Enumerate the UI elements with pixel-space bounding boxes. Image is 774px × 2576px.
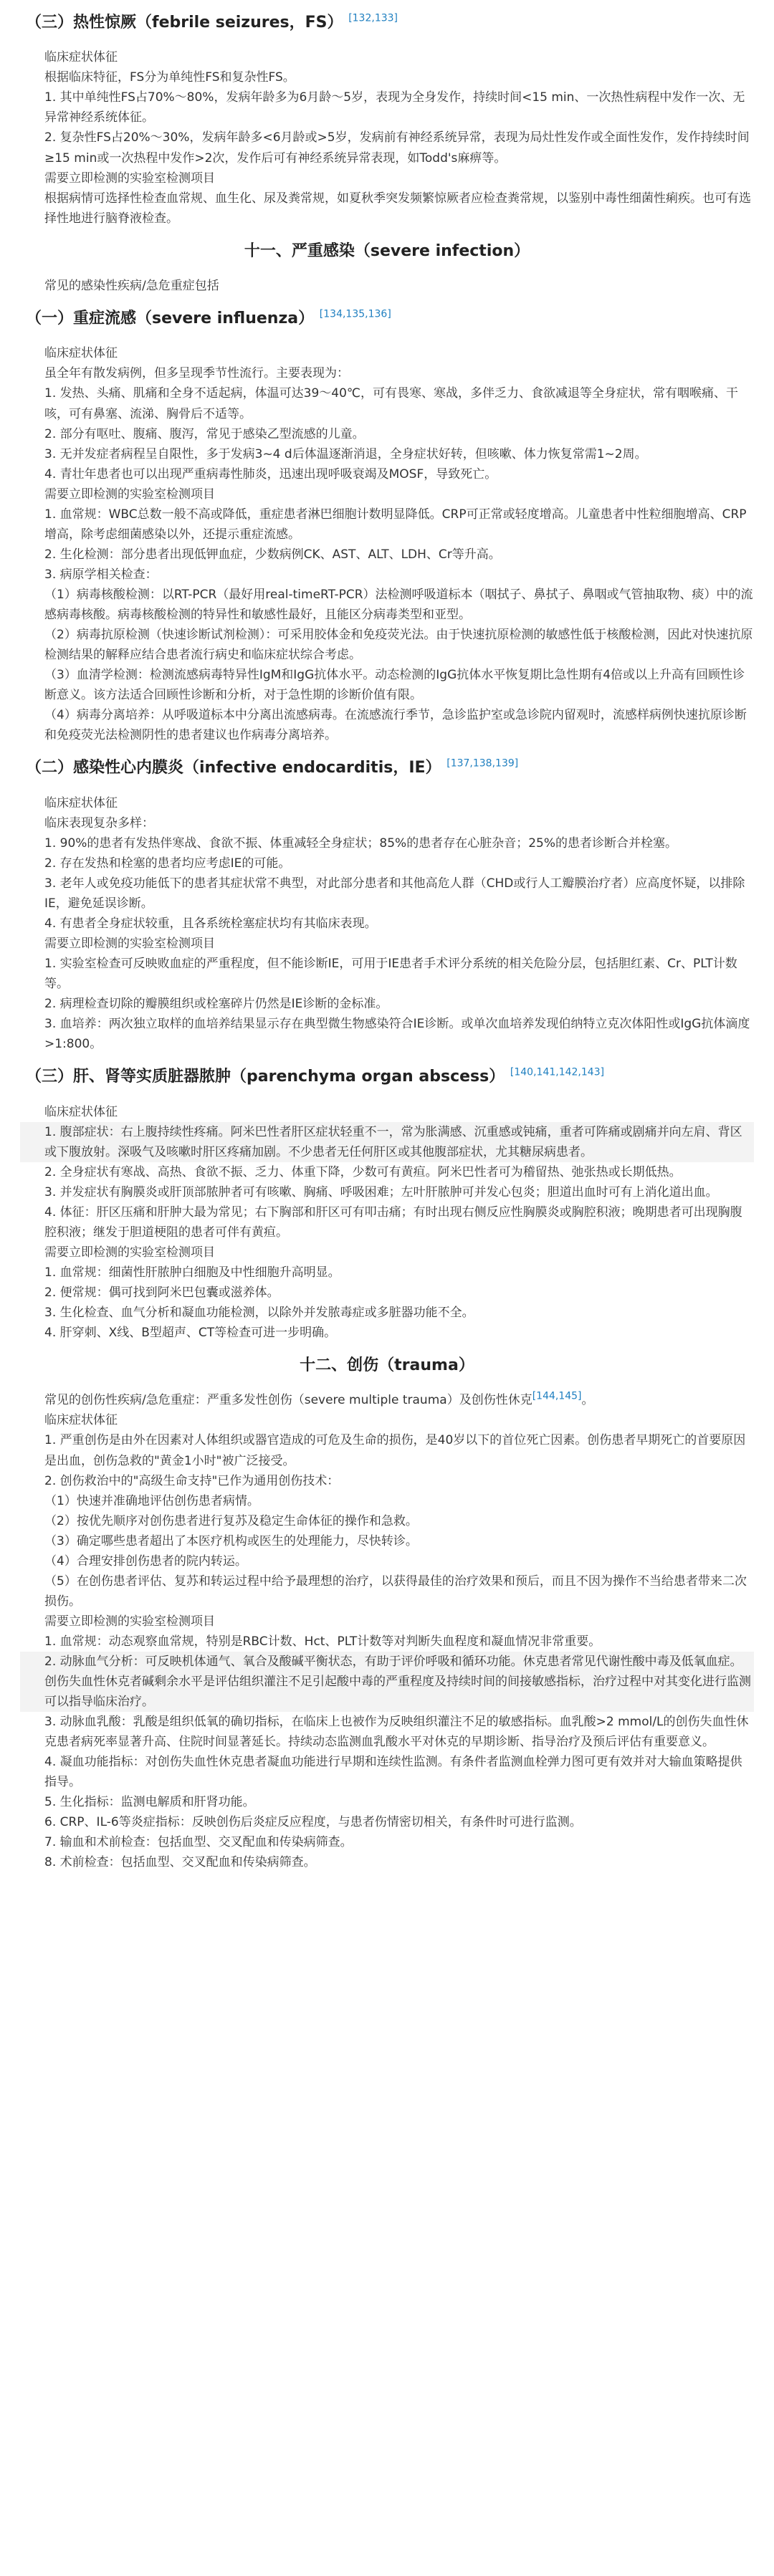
list-item: 2. 生化检测：部分患者出现低钾血症，少数病例CK、AST、ALT、LDH、Cr等升高。 bbox=[44, 547, 501, 562]
list-item: （2）按优先顺序对创伤患者进行复苏及稳定生命体征的操作和急救。 bbox=[44, 1513, 418, 1528]
paragraph: 需要立即检测的实验室检测项目 bbox=[44, 1614, 215, 1629]
list-item: 7. 输血和术前检查：包括血型、交叉配血和传染病筛查。 bbox=[44, 1835, 353, 1850]
list-item: 2. 动脉血气分析：可反映机体通气、氧合及酸碱平衡状态，有助于评价呼吸和循环功能。休克患者常见代谢性酸中毒及低氧血症。创伤失血性休克者碱剩余水平是评估组织灌注不足引起酸中毒的严重程度及持续时间的间接敏感指标，治疗过程中对其变化进行监测可以指导临床治疗。 bbox=[20, 1652, 754, 1712]
list-item: 1. 实验室检查可反映败血症的严重程度，但不能诊断IE，可用于IE患者手术评分系统的相关危险分层，包括胆红素、Cr、PLT计数等。 bbox=[44, 956, 737, 992]
section-title-text: （三）肝、肾等实质脏器脓肿（parenchyma organ abscess） bbox=[26, 1068, 505, 1086]
paragraph: 临床症状体征 bbox=[44, 795, 118, 810]
paragraph: 需要立即检测的实验室检测项目 bbox=[44, 1245, 215, 1260]
intro-end: 。 bbox=[581, 1393, 594, 1408]
paragraph: 虽全年有散发病例，但多呈现季节性流行。主要表现为： bbox=[44, 366, 349, 381]
list-item: 1. 血常规：WBC总数一般不高或降低，重症患者淋巴细胞计数明显降低。CRP可正常或轻度增高。儿童患者中性粒细胞增高、CRP增高，除考虑细菌感染以外，还提示重症流感。 bbox=[44, 507, 747, 542]
list-item: （1）快速并准确地评估创伤患者病情。 bbox=[44, 1493, 259, 1508]
section-title bbox=[26, 10, 754, 36]
section-title bbox=[26, 1064, 754, 1090]
list-item: 1. 其中单纯性FS占70%～80%，发病年龄多为6月龄～5岁，表现为全身发作，持续时间<15 min、一次热性病程中发作一次、无异常神经系统体征。 bbox=[44, 90, 745, 125]
section-severe-influenza bbox=[20, 306, 754, 745]
section-infective-endocarditis bbox=[20, 755, 754, 1054]
paragraph: 根据临床特征，FS分为单纯性FS和复杂性FS。 bbox=[44, 70, 295, 85]
list-item: （2）病毒抗原检测（快速诊断试剂检测）：可采用胶体金和免疫荧光法。由于快速抗原检测的敏感性低于核酸检测，因此对快速抗原检测结果的解释应结合患者流行病史和临床症状综合考虑。 bbox=[44, 628, 753, 663]
paragraph: 需要立即检测的实验室检测项目 bbox=[44, 936, 215, 951]
intro-text: 常见的创伤性疾病/急危重症：严重多发性创伤（severe multiple trauma）及创伤性休克 bbox=[44, 1393, 532, 1408]
paragraph: 需要立即检测的实验室检测项目 bbox=[44, 171, 215, 186]
list-item: 3. 病原学相关检查： bbox=[44, 567, 158, 582]
list-item: 3. 血培养：两次独立取样的血培养结果显示存在典型微生物感染符合IE诊断。或单次血培养发现伯纳特立克次体阳性或IgG抗体滴度>1:800。 bbox=[44, 1017, 750, 1052]
paragraph: 根据病情可选择性检查血常规、血生化、尿及粪常规，如夏秋季突发频繁惊厥者应检查粪常规，以鉴别中毒性细菌性痢疾。也可有选择性地进行脑脊液检查。 bbox=[44, 191, 751, 226]
list-item: 1. 血常规：动态观察血常规，特别是RBC计数、Hct、PLT计数等对判断失血程度和凝血情况非常重要。 bbox=[44, 1634, 601, 1649]
section-title bbox=[26, 306, 754, 332]
list-item: 4. 凝血功能指标：对创伤失血性休克患者凝血功能进行早期和连续性监测。有条件者监测血栓弹力图可更有效并对大输血策略提供指导。 bbox=[44, 1755, 742, 1790]
list-item: 2. 存在发热和栓塞的患者均应考虑IE的可能。 bbox=[44, 856, 291, 871]
paragraph: 临床症状体征 bbox=[44, 346, 118, 361]
paragraph: 临床症状体征 bbox=[44, 1104, 118, 1119]
list-item: （5）在创伤患者评估、复苏和转运过程中给予最理想的治疗，以获得最佳的治疗效果和预后，而且不因为操作不当给患者带来二次损伤。 bbox=[44, 1574, 747, 1609]
list-item: 3. 并发症状有胸膜炎或肝顶部脓肿者可有咳嗽、胸痛、呼吸困难；左叶肝脓肿可并发心包炎；胆道出血时可有上消化道出血。 bbox=[44, 1184, 718, 1200]
list-item: （4）病毒分离培养：从呼吸道标本中分离出流感病毒。在流感流行季节，急诊监护室或急诊院内留观时，流感样病例快速抗原诊断和免疫荧光法检测阴性的患者建议也作病毒分离培养。 bbox=[44, 708, 747, 743]
list-item: 3. 动脉血乳酸：乳酸是组织低氧的确切指标，在临床上也被作为反映组织灌注不足的敏感指标。血乳酸>2 mmol/L的创伤失血性休克患者病死率显著升高、住院时间显著延长。持续动态监测血乳酸水平对休克的早期诊断、指导治疗及预后评估有重要意义。 bbox=[44, 1715, 749, 1750]
list-item: 6. CRP、IL-6等炎症指标：反映创伤后炎症反应程度，与患者伤情密切相关，有条件时可进行监测。 bbox=[44, 1815, 582, 1830]
paragraph: 临床表现复杂多样： bbox=[44, 815, 154, 830]
list-item: 1. 90%的患者有发热伴寒战、食欲不振、体重减轻全身症状；85%的患者存在心脏杂音；25%的患者诊断合并栓塞。 bbox=[44, 835, 677, 851]
list-item: 4. 青壮年患者也可以出现严重病毒性肺炎，迅速出现呼吸衰竭及MOSF，导致死亡。 bbox=[44, 466, 497, 482]
list-item: （3）确定哪些患者超出了本医疗机构或医生的处理能力，尽快转诊。 bbox=[44, 1533, 418, 1548]
list-item: （4）合理安排创伤患者的院内转运。 bbox=[44, 1553, 247, 1569]
list-item: 2. 全身症状有寒战、高热、食欲不振、乏力、体重下降，少数可有黄疸。阿米巴性者可为稽留热、弛张热或长期低热。 bbox=[44, 1164, 682, 1179]
list-item: 2. 便常规：偶可找到阿米巴包囊或滋养体。 bbox=[44, 1285, 280, 1300]
list-item: （3）血清学检测：检测流感病毒特异性IgM和IgG抗体水平。动态检测的IgG抗体水平恢复期比急性期有4倍或以上升高有回顾性诊断意义。该方法适合回顾性诊断和分析，对于急性期的诊断价值有限。 bbox=[44, 668, 745, 703]
list-item: 1. 腹部症状：右上腹持续性疼痛。阿米巴性者肝区症状轻重不一，常为胀满感、沉重感或钝痛，重者可阵痛或剧痛并向左肩、背区或下腹放射。深吸气及咳嗽时肝区疼痛加剧。不少患者无任何肝区或其他腹部症状，尤其糖尿病患者。 bbox=[20, 1122, 754, 1162]
paragraph: 常见的感染性疾病/急危重症包括 bbox=[44, 279, 219, 294]
reference-link[interactable]: [144,145] bbox=[532, 1390, 582, 1402]
list-item: （1）病毒核酸检测：以RT-PCR（最好用real-timeRT-PCR）法检测呼吸道标本（咽拭子、鼻拭子、鼻咽或气管抽取物、痰）中的流感病毒核酸。病毒核酸检测的特异性和敏感性最好，且能区分病毒类型和亚型。 bbox=[44, 587, 753, 622]
paragraph: 需要立即检测的实验室检测项目 bbox=[44, 487, 215, 502]
section-organ-abscess bbox=[20, 1064, 754, 1343]
list-item: 1. 严重创伤是由外在因素对人体组织或器官造成的可危及生命的损伤，是40岁以下的首位死亡因素。创伤患者早期死亡的首要原因是出血，创伤急救的"黄金1小时"被广泛接受。 bbox=[44, 1433, 746, 1468]
section-title-text: （二）感染性心内膜炎（infective endocarditis，IE） bbox=[26, 759, 441, 777]
paragraph: 临床症状体征 bbox=[44, 1413, 118, 1428]
list-item: 8. 术前检查：包括血型、交叉配血和传染病筛查。 bbox=[44, 1855, 316, 1870]
paragraph bbox=[20, 1390, 754, 1410]
article bbox=[0, 10, 774, 1898]
chapter-title: 十二、创伤（trauma） bbox=[300, 1356, 474, 1375]
list-item: 4. 肝穿刺、X线、B型超声、CT等检查可进一步明确。 bbox=[44, 1326, 337, 1341]
list-item: 2. 部分有呕吐、腹痛、腹泻，常见于感染乙型流感的儿童。 bbox=[44, 426, 365, 441]
list-item: 2. 复杂性FS占20%～30%，发病年龄多<6月龄或>5岁，发病前有神经系统异常，表现为局灶性发作或全面性发作，发作持续时间≥15 min或一次热程中发作>2次，发作后可有神经系统异常表现，如Todd's麻痹等。 bbox=[44, 130, 750, 166]
list-item: 2. 病理检查切除的瓣膜组织或栓塞碎片仍然是IE诊断的金标准。 bbox=[44, 997, 388, 1012]
section-title-text: （一）重症流感（severe influenza） bbox=[26, 310, 315, 328]
section-trauma bbox=[20, 1390, 754, 1872]
list-item: 4. 体征：肝区压痛和肝肿大最为常见；右下胸部和肝区可有叩击痛；有时出现右侧反应性胸膜炎或胸腔积液；晚期患者可出现胸腹腔积液；继发于胆道梗阻的患者可伴有黄疸。 bbox=[44, 1205, 742, 1240]
list-item: 1. 发热、头痛、肌痛和全身不适起病，体温可达39～40℃，可有畏寒、寒战，多伴乏力、食欲减退等全身症状，常有咽喉痛、干咳，可有鼻塞、流涕、胸骨后不适等。 bbox=[44, 386, 738, 421]
chapter-title: 十一、严重感染（severe infection） bbox=[244, 241, 530, 260]
paragraph: 临床症状体征 bbox=[44, 50, 118, 65]
list-item: 3. 老年人或免疫功能低下的患者其症状常不典型，对此部分患者和其他高危人群（CHD或行人工瓣膜治疗者）应高度怀疑，以排除IE，避免延误诊断。 bbox=[44, 876, 745, 911]
reference-link[interactable]: [132,133] bbox=[348, 12, 398, 24]
list-item: 3. 生化检查、血气分析和凝血功能检测，以除外并发脓毒症或多脏器功能不全。 bbox=[44, 1305, 474, 1320]
reference-link[interactable]: [134,135,136] bbox=[319, 308, 391, 320]
list-item: 1. 血常规：细菌性肝脓肿白细胞及中性细胞升高明显。 bbox=[44, 1265, 340, 1280]
section-title-text: （三）热性惊厥（febrile seizures，FS） bbox=[26, 14, 343, 32]
reference-link[interactable]: [137,138,139] bbox=[446, 757, 519, 770]
list-item: 2. 创伤救治中的"高级生命支持"已作为通用创伤技术： bbox=[44, 1473, 340, 1488]
list-item: 5. 生化指标：监测电解质和肝肾功能。 bbox=[44, 1795, 255, 1810]
section-title bbox=[26, 755, 754, 781]
list-item: 4. 有患者全身症状较重，且各系统栓塞症状均有其临床表现。 bbox=[44, 916, 377, 931]
list-item: 3. 无并发症者病程呈自限性，多于发病3~4 d后体温逐渐消退，全身症状好转，但咳嗽、体力恢复常需1~2周。 bbox=[44, 446, 647, 461]
section-febrile-seizures bbox=[20, 10, 754, 229]
reference-link[interactable]: [140,141,142,143] bbox=[510, 1066, 605, 1078]
